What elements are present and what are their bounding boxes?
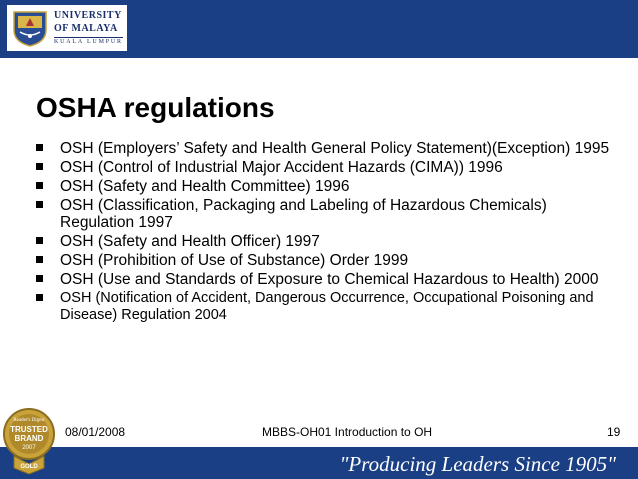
list-item — [36, 197, 616, 231]
list-item-text: OSH (Control of Industrial Major Accident Hazards (CIMA)) 1996 — [60, 159, 503, 176]
bullet-square-icon — [36, 182, 43, 189]
bullet-square-icon — [36, 256, 43, 263]
slide-title: OSHA regulations — [36, 92, 275, 123]
list-item-text: OSH (Employers’ Safety and Health General Policy Statement)(Exception) 1995 — [60, 140, 610, 157]
svg-text:Reader's Digest: Reader's Digest — [13, 418, 45, 423]
footer-course: MBBS-OH01 Introduction to OH — [262, 425, 433, 439]
slide-number: 19 — [607, 425, 621, 439]
logo-line-2: OF MALAYA — [54, 23, 118, 34]
bullet-square-icon — [36, 163, 43, 170]
list-item — [36, 178, 616, 195]
bullet-square-icon — [36, 237, 43, 244]
bullet-square-icon — [36, 275, 43, 282]
trusted-brand-badge-icon — [2, 404, 56, 476]
svg-text:BRAND: BRAND — [14, 434, 44, 443]
list-item — [36, 271, 616, 288]
bullet-square-icon — [36, 144, 43, 151]
list-item — [36, 233, 616, 250]
slogan: "Producing Leaders Since 1905" — [339, 452, 616, 476]
logo-line-1: UNIVERSITY — [54, 10, 122, 21]
list-item — [36, 159, 616, 176]
svg-text:TRUSTED: TRUSTED — [10, 425, 48, 434]
list-item-text: OSH (Safety and Health Officer) 1997 — [60, 233, 320, 250]
list-item-text: OSH (Use and Standards of Exposure to Chemical Hazardous to Health) 2000 — [60, 271, 599, 288]
svg-text:2007: 2007 — [22, 445, 36, 451]
list-item-text: OSH (Safety and Health Committee) 1996 — [60, 178, 350, 195]
list-item-text: OSH (Notification of Accident, Dangerous Occurrence, Occupational Poisoning and Disease) Regulation 2004 — [60, 290, 594, 323]
university-logo — [7, 5, 127, 51]
bullet-square-icon — [36, 201, 43, 208]
list-item — [36, 140, 616, 157]
crest-icon — [10, 8, 50, 48]
footer-date: 08/01/2008 — [65, 425, 126, 439]
regulation-list — [36, 140, 616, 326]
list-item-text: OSH (Prohibition of Use of Substance) Order 1999 — [60, 252, 409, 269]
list-item-text: OSH (Classification, Packaging and Labeling of Hazardous Chemicals) Regulation 1997 — [60, 197, 547, 231]
svg-text:GOLD: GOLD — [20, 464, 38, 470]
list-item — [36, 252, 616, 269]
bullet-square-icon — [36, 294, 43, 301]
list-item — [36, 290, 616, 324]
logo-line-3: KUALA LUMPUR — [54, 39, 123, 45]
